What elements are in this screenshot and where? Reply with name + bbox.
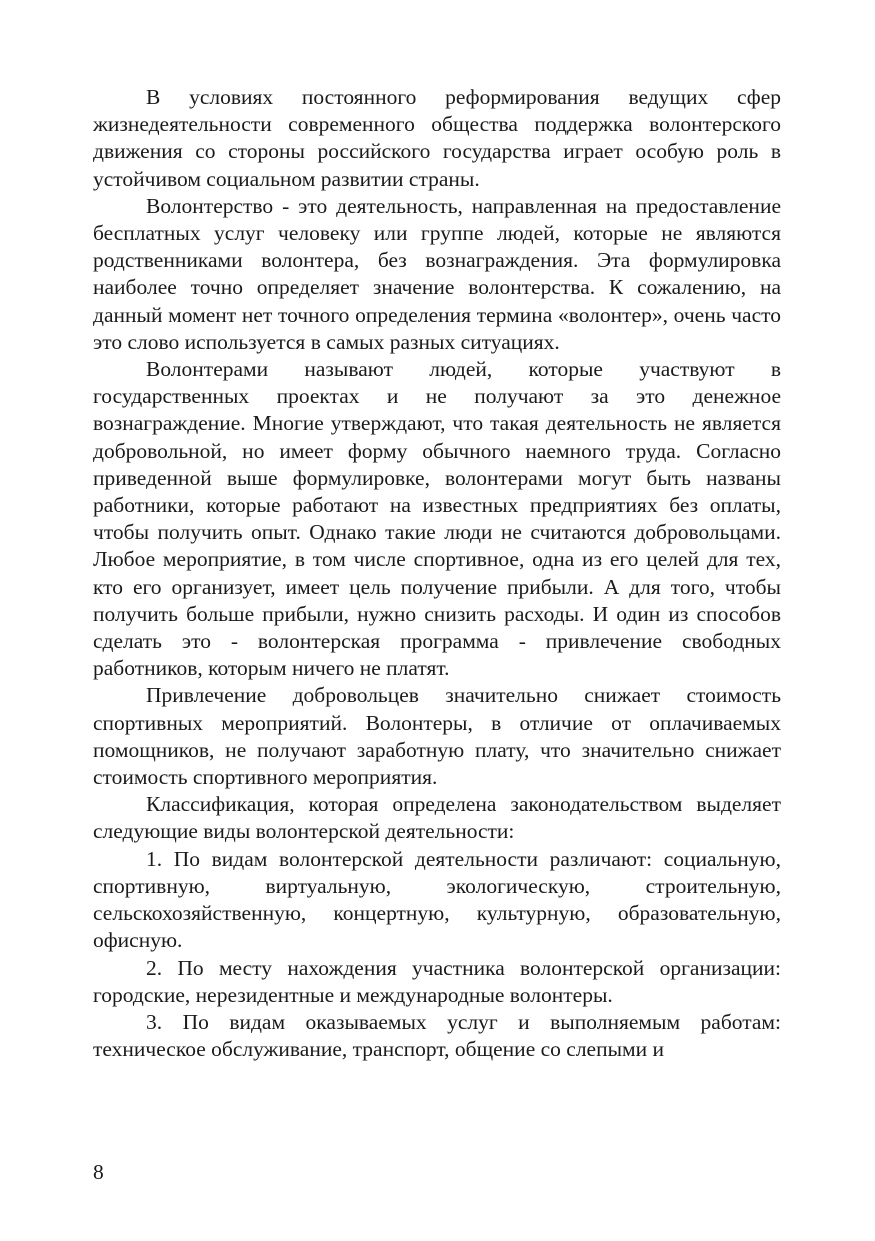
paragraph: Привлечение добровольцев значительно снижает стоимость спортивных мероприятий. Волонтеры, в отличие от оплачиваемых помощников, не получают заработную плату, что значительно снижает стоимость спортивного мероприятия. (93, 683, 781, 790)
paragraph: Волонтерство - это деятельность, направленная на предоставление бесплатных услуг человеку или группе людей, которые не являются родственниками волонтера, без вознаграждения. Эта формулировка наиболее точно определяет значение волонтерства. К сожалению, на данный момент нет точного определения термина «волонтер», очень часто это слово используется в самых разных ситуациях. (93, 193, 781, 354)
paragraph: Классификация, которая определена законодательством выделяет следующие виды волонтерской деятельности: (93, 792, 781, 844)
list-item: 2. По месту нахождения участника волонтерской организации: городские, нерезидентные и международные волонтеры. (93, 955, 781, 1007)
paragraph: В условиях постоянного реформирования ведущих сфер жизнедеятельности современного общества поддержка волонтерского движения со стороны российского государства играет особую роль в устойчивом социальном развитии страны. (93, 85, 781, 191)
body-text (93, 84, 781, 1063)
list-item: 3. По видам оказываемых услуг и выполняемым работам: техническое обслуживание, транспорт, общение со слепыми и (93, 1009, 781, 1062)
paragraph: Волонтерами называют людей, которые участвуют в государственных проектах и не получают за это денежное вознаграждение. Многие утверждают, что такая деятельность не является добровольной, но имеет форму обычного наемного труда. Согласно приведенной выше формулировке, волонтерами могут быть названы работники, которые работают на известных предприятиях без оплаты, чтобы получить опыт. Однако такие люди не считаются добровольцами. Любое мероприятие, в том числе спортивное, одна из его целей для тех, кто его организует, имеет цель получение прибыли. А для того, чтобы получить больше прибыли, нужно снизить расходы. И один из способов сделать это - волонтерская программа - привлечение свободных работников, которым ничего не платят. (93, 357, 781, 681)
page-number: 8 (93, 1160, 104, 1184)
list-item: 1. По видам волонтерской деятельности различают: социальную, спортивную, виртуальную, экологическую, строительную, сельскохозяйственную, концертную, культурную, образовательную, офисную. (93, 846, 781, 953)
